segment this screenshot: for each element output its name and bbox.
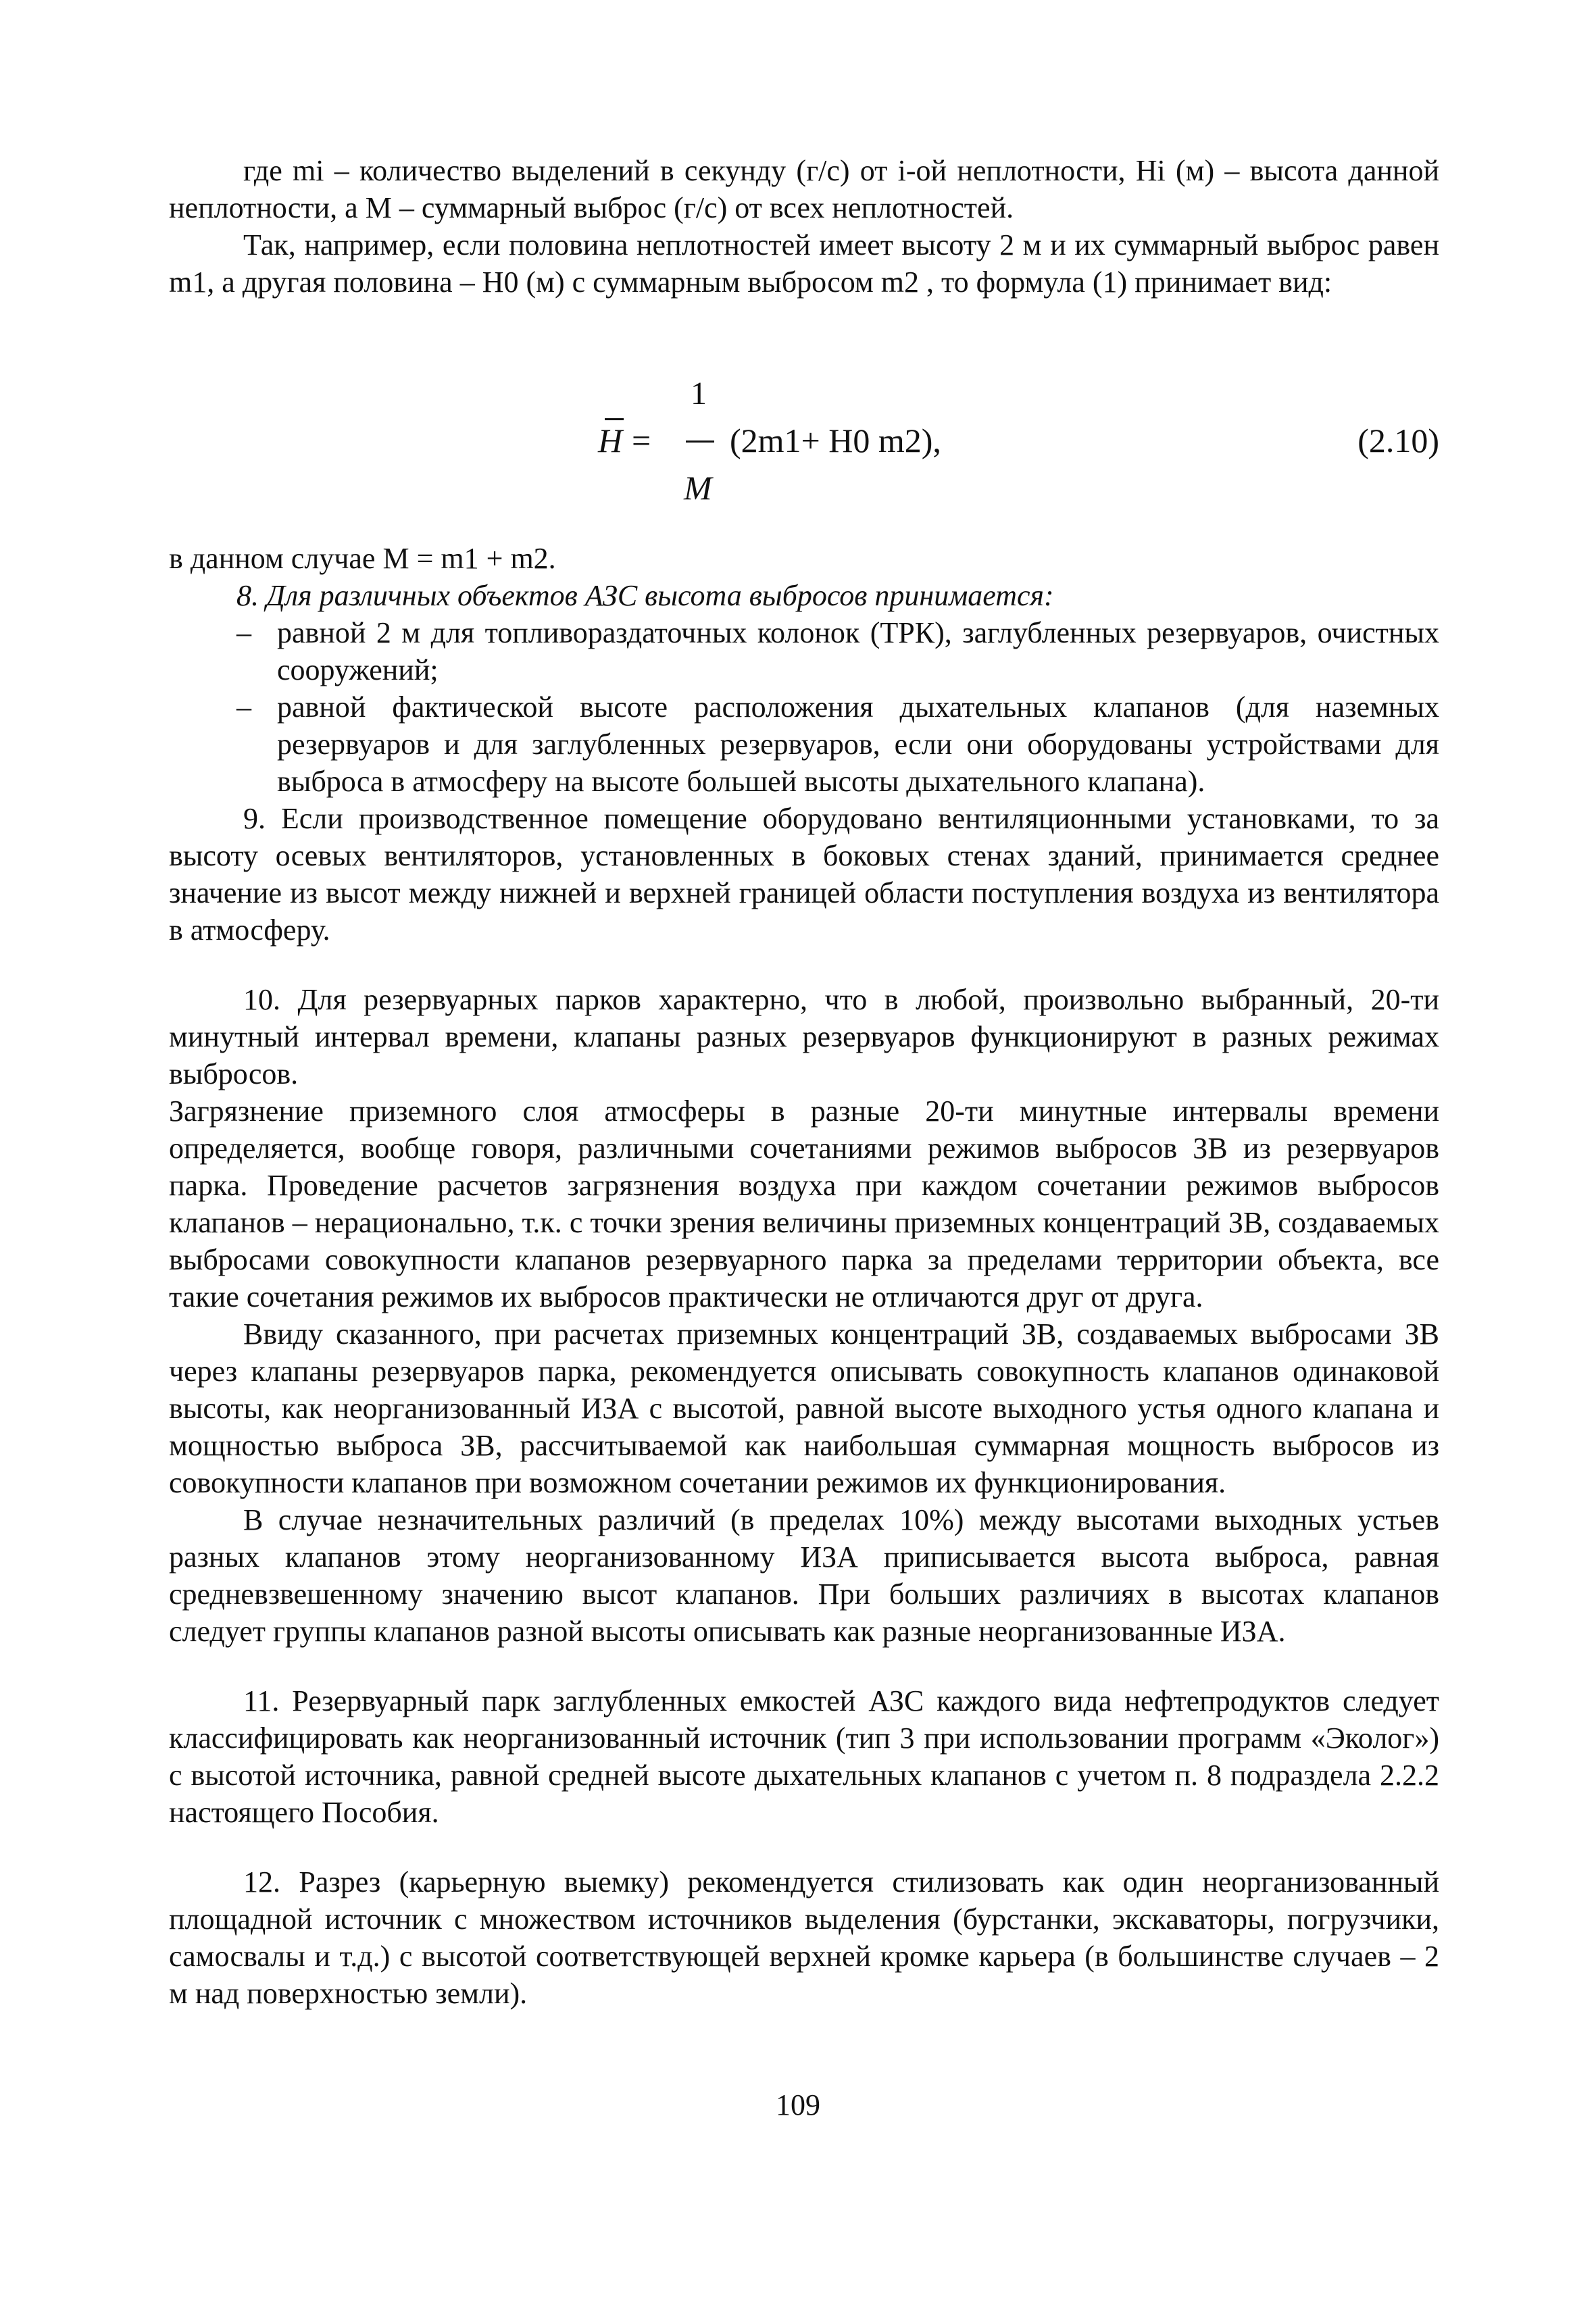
paragraph-item-9: 9. Если производственное помещение оборудовано вентиляционными установками, то за высоту осевых вентиляторов, установленных в боковых стенах зданий, принимается среднее значение из высот между нижней и верхней границей области поступления воздуха из вентилятора в атмосферу. — [169, 802, 1439, 947]
paragraph-item-11: 11. Резервуарный парк заглубленных емкостей АЗС каждого вида нефтепродуктов следует классифицировать как неорганизованный источник (тип 3 при использовании программ «Эколог») с высотой источника, равной средней высоте дыхательных клапанов с учетом п. 8 подраздела 2.2.2 настоящего Пособия. — [169, 1684, 1439, 1829]
formula-overbar — [605, 418, 624, 420]
formula-numerator: 1 — [691, 376, 707, 411]
page-number: 109 — [776, 2088, 820, 2121]
paragraph-item-8: 8. Для различных объектов АЗС высота выбросов принимается: — [236, 579, 1054, 612]
paragraph-formula-note: в данном случае M = m1 + m2. — [169, 542, 556, 575]
list-item-text: равной 2 м для топливораздаточных колонок (ТРК), заглубленных резервуаров, очистных сооружений; — [277, 616, 1439, 686]
paragraph-differences: В случае незначительных различий (в пределах 10%) между высотами выходных устьев разных клапанов этому неорганизованному ИЗА приписывается высота выброса, равная средневзвешенному значению высот клапанов. При больших различиях в высотах клапанов следует группы клапанов разной высоты описывать как разные неорганизованные ИЗА. — [169, 1503, 1439, 1648]
list-item — [169, 614, 1439, 688]
formula-denominator: M — [684, 469, 712, 507]
document-page — [169, 152, 1439, 2012]
paragraph-item-10: 10. Для резервуарных парков характерно, что в любой, произвольно выбранный, 20-ти минутный интервал времени, клапаны разных резервуаров функционируют в разных режимах выбросов. — [169, 983, 1439, 1090]
formula-equals: = — [632, 422, 651, 459]
formula-2-10 — [169, 375, 1439, 537]
list-item — [169, 688, 1439, 800]
formula-lhs: H — [598, 422, 622, 459]
list-marker: – — [236, 616, 251, 649]
formula-expression: (2m1+ H0 m2), — [730, 422, 941, 459]
paragraph-recommendation: Ввиду сказанного, при расчетах приземных концентраций ЗВ, создаваемых выбросами ЗВ через клапаны резервуаров парка, рекомендуется описывать совокупность клапанов одинаковой высоты, как неорганизованный ИЗА с высотой, равной высоте выходного устья одного клапана и мощностью выброса ЗВ, рассчитываемой как наибольшая суммарная мощность выбросов из совокупности клапанов при возможном сочетании режимов их функционирования. — [169, 1317, 1439, 1499]
paragraph-item-12: 12. Разрез (карьерную выемку) рекомендуется стилизовать как один неорганизованный площадной источник с множеством источников выделения (бурстанки, экскаваторы, погрузчики, самосвалы и т.д.) с высотой соответствующей верхней кромке карьера (в большинстве случаев – 2 м над поверхностью земли). — [169, 1865, 1439, 2010]
paragraph-definitions: где mi – количество выделений в секунду (г/с) от i-ой неплотности, Hi (м) – высота данной неплотности, а M – суммарный выброс (г/с) от всех неплотностей. — [169, 154, 1439, 224]
list-item-text: равной фактической высоте расположения дыхательных клапанов (для наземных резервуаров и для заглубленных резервуаров, если они оборудованы устройствами для выброса в атмосферу на высоте большей высоты дыхательного клапана). — [277, 690, 1439, 798]
formula-fraction-line — [686, 441, 714, 443]
paragraph-pollution: Загрязнение приземного слоя атмосферы в разные 20-ти минутные интервалы времени определяется, вообще говоря, различными сочетаниями режимов выбросов ЗВ из резервуаров парка. Проведение расчетов загрязнения воздуха при каждом сочетании режимов выбросов клапанов – нерационально, т.к. с точки зрения величины приземных концентраций ЗВ, создаваемых выбросами совокупности клапанов резервуарного парка за пределами территории объекта, все такие сочетания режимов их выбросов практически не отличаются друг от друга. — [169, 1095, 1439, 1313]
paragraph-example: Так, например, если половина неплотностей имеет высоту 2 м и их суммарный выброс равен m1, а другая половина – H0 (м) с суммарным выбросом m2 , то формула (1) принимает вид: — [169, 228, 1439, 299]
list-marker: – — [236, 690, 251, 724]
formula-number: (2.10) — [1357, 422, 1439, 459]
